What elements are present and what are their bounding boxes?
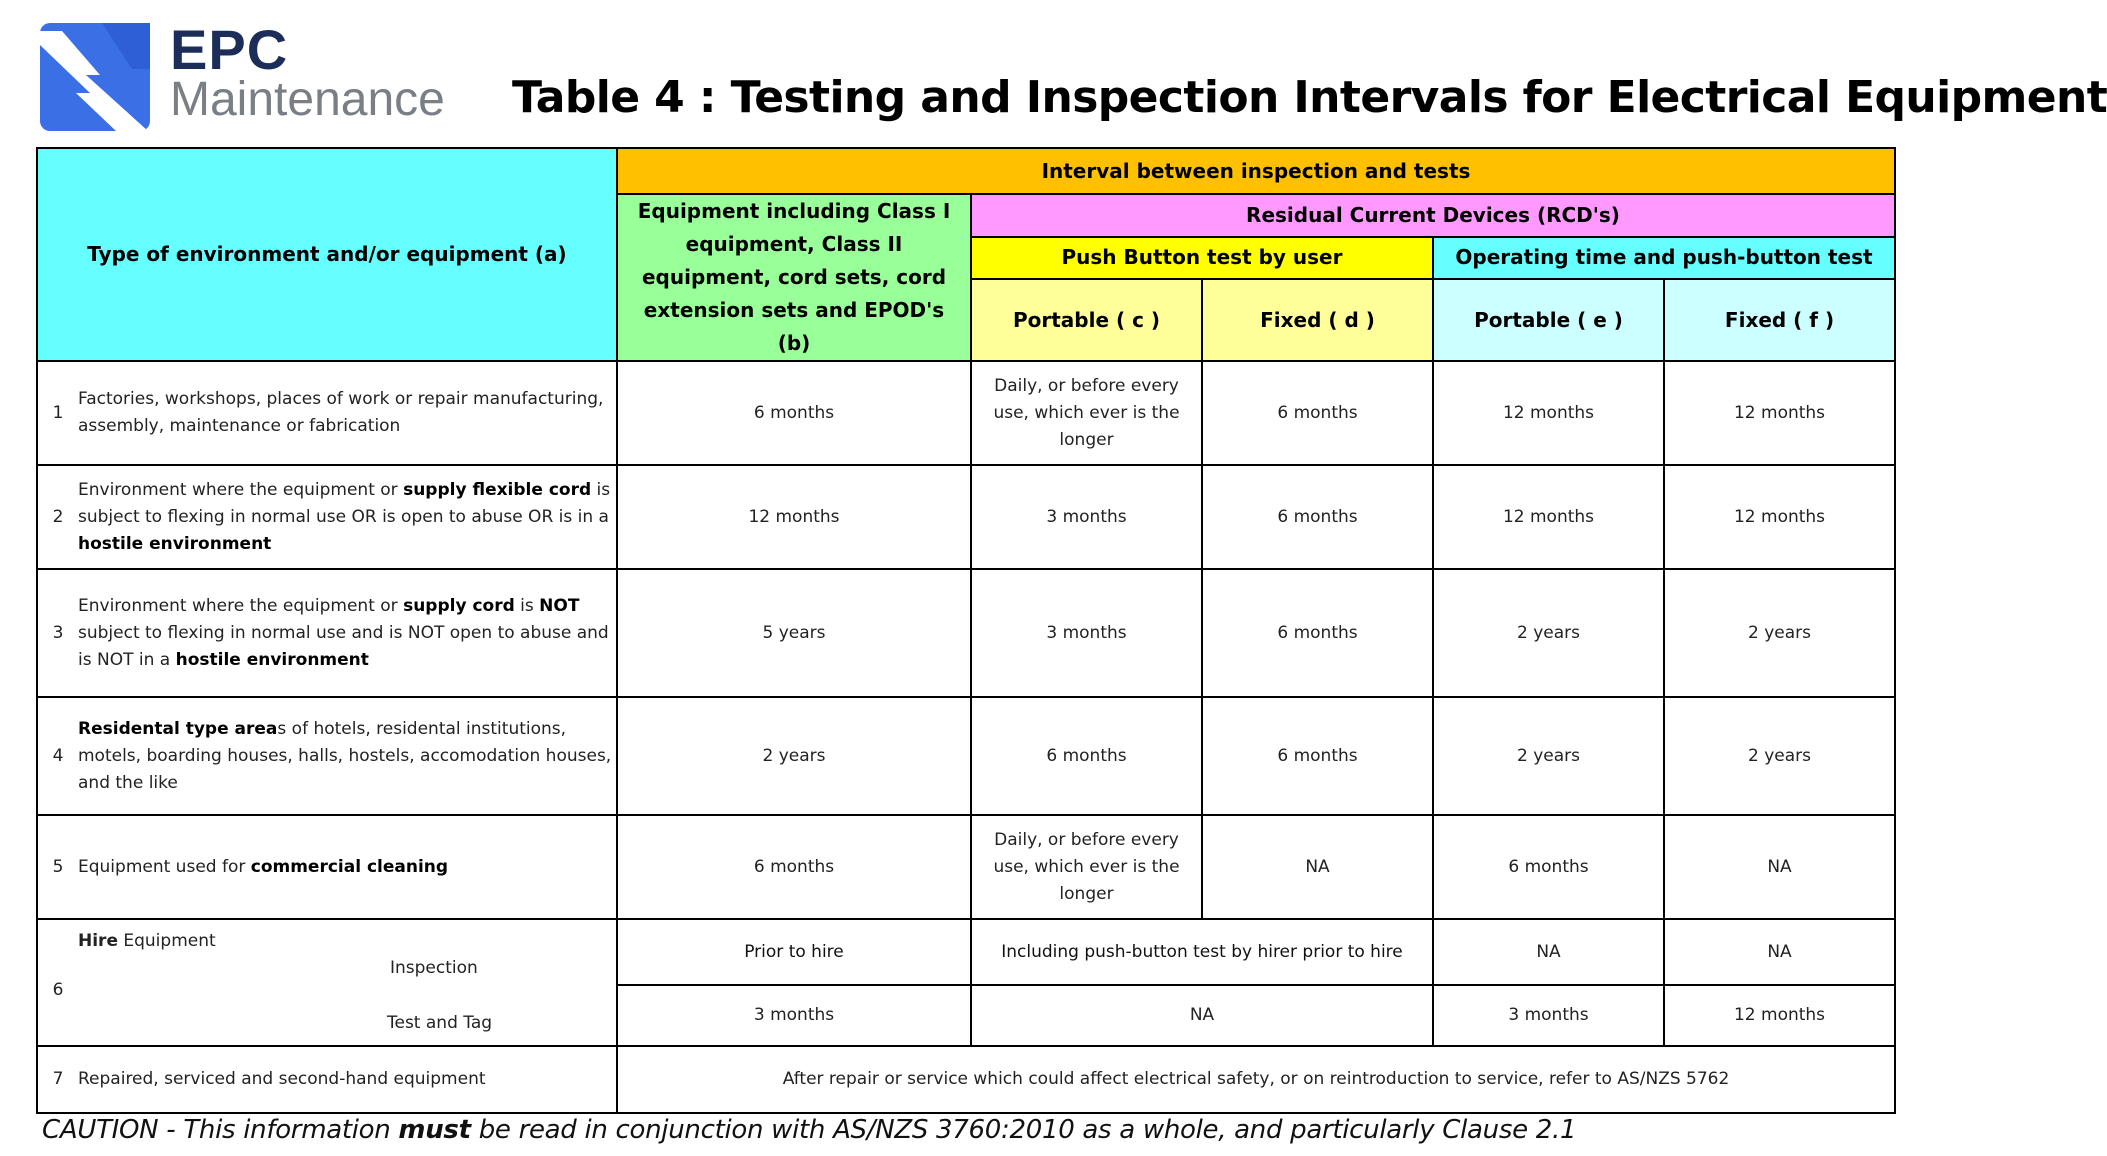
cell-portable-e: 12 months [1433,361,1664,465]
cell-portable-c: Daily, or before every use, which ever is the longer [971,815,1202,919]
cell-portable-e: 6 months [1433,815,1664,919]
lightning-bolt-icon [40,23,150,131]
desc-text: s of hotels, residental institutions, motels, boarding houses, halls, hostels, accomodation houses, and the like [78,718,612,793]
desc-text: is [514,595,540,616]
cell-equipment-b: 6 months [617,815,971,919]
row-number: 2 [52,506,64,527]
desc-text: subject to flexing in normal use and is NOT open to abuse and is NOT in a [78,622,609,670]
cell-equipment-b: 5 years [617,569,971,697]
cell-portable-e: 2 years [1433,569,1664,697]
table-row [37,697,1895,815]
caution-bold: must [398,1115,471,1145]
table-row [37,569,1895,697]
row-description [37,361,617,465]
row-number: 3 [52,622,64,643]
row-description-text: Repaired, serviced and second-hand equipment [78,1069,486,1089]
header-portable-c: Portable ( c ) [971,279,1202,361]
desc-text: Factories, workshops, places of work or repair manufacturing, assembly, maintenance or fabrication [78,389,604,436]
caution-text: CAUTION - This information [42,1115,399,1145]
logo-subtitle-text: Maintenance [170,73,445,126]
row-description-text [78,386,616,440]
row-number: 1 [52,402,64,423]
row-description-text [78,477,616,558]
cell-portable-c: 3 months [971,569,1202,697]
desc-text: is subject to flexing in normal use OR is open to abuse OR is in a [78,479,611,527]
cell-push-button: NA [971,985,1433,1046]
cell-fixed-f: NA [1664,919,1895,985]
cell-fixed-d: NA [1202,815,1433,919]
intervals-table [36,147,1896,1114]
desc-bold: supply flexible cord [403,479,592,500]
logo-brand-text: EPC [170,18,289,81]
table-row-hire-inspection [37,919,1895,985]
cell-fixed-d: 6 months [1202,465,1433,569]
table-row [37,1046,1895,1113]
cell-row7-value: After repair or service which could affect electrical safety, or on reintroduction to service, refer to AS/NZS 5762 [617,1046,1895,1113]
cell-fixed-f: 12 months [1664,985,1895,1046]
cell-equipment-b: 3 months [617,985,971,1046]
desc-bold: NOT [539,595,580,616]
hire-inspection-label: Inspection [390,958,478,978]
cell-portable-e: 2 years [1433,697,1664,815]
desc-bold: commercial cleaning [250,856,449,877]
row-number: 5 [52,856,64,877]
header-fixed-f: Fixed ( f ) [1664,279,1895,361]
cell-equipment-b: 12 months [617,465,971,569]
cell-fixed-d: 6 months [1202,361,1433,465]
cell-portable-e: 12 months [1433,465,1664,569]
cell-push-button: Including push-button test by hirer prior to hire [971,919,1433,985]
caution-text: be read in conjunction with AS/NZS 3760:2010 as a whole, and particularly Clause 2.1 [470,1115,1577,1145]
table-row [37,815,1895,919]
cell-portable-c: 6 months [971,697,1202,815]
row-description-hire [37,919,617,1046]
row-description-text [78,716,616,797]
desc-text: Equipment used for [78,856,251,877]
desc-bold: supply cord [403,595,515,616]
caution-note [42,1115,1576,1145]
header-portable-e: Portable ( e ) [1433,279,1664,361]
cell-fixed-d: 6 months [1202,697,1433,815]
cell-equipment-b: Prior to hire [617,919,971,985]
row-description-text [78,854,616,881]
cell-portable-e: NA [1433,919,1664,985]
desc-bold: Residental type area [78,718,278,739]
desc-text: Environment where the equipment or [78,595,404,616]
table-row [37,465,1895,569]
row-description-text [78,593,616,674]
desc-text: Equipment [117,931,216,951]
cell-equipment-b: 2 years [617,697,971,815]
hire-title [78,928,216,955]
cell-portable-c: 3 months [971,465,1202,569]
row-number: 4 [52,745,64,766]
desc-bold: hostile environment [78,533,272,554]
header-equipment-b: Equipment including Class I equipment, Class II equipment, cord sets, cord extension sets and EPOD's (b) [617,194,971,361]
desc-text: Environment where the equipment or [78,479,404,500]
row-description [37,815,617,919]
header-fixed-d: Fixed ( d ) [1202,279,1433,361]
header-type-of-environment: Type of environment and/or equipment (a) [37,148,617,361]
row-number: 7 [52,1069,64,1089]
header-interval: Interval between inspection and tests [617,148,1895,194]
row-description [37,697,617,815]
header-push-button: Push Button test by user [971,237,1433,280]
cell-portable-c: Daily, or before every use, which ever is the longer [971,361,1202,465]
hire-test-tag-label: Test and Tag [387,1013,493,1033]
row-description [37,465,617,569]
table-row [37,361,1895,465]
cell-portable-e: 3 months [1433,985,1664,1046]
cell-fixed-f: 2 years [1664,569,1895,697]
cell-equipment-b: 6 months [617,361,971,465]
header-operating-time: Operating time and push-button test [1433,237,1895,280]
cell-fixed-f: 2 years [1664,697,1895,815]
row-description [37,1046,617,1113]
cell-fixed-f: 12 months [1664,465,1895,569]
cell-fixed-f: 12 months [1664,361,1895,465]
intervals-table-wrapper [36,147,1894,1114]
cell-fixed-d: 6 months [1202,569,1433,697]
epc-logo [40,20,460,135]
page-title: Table 4 : Testing and Inspection Intervals for Electrical Equipment [512,72,2107,123]
row-description [37,569,617,697]
header-rcd: Residual Current Devices (RCD's) [971,194,1895,237]
cell-fixed-f: NA [1664,815,1895,919]
desc-bold: Hire [78,931,118,951]
desc-bold: hostile environment [175,649,369,670]
row-number: 6 [52,980,64,1000]
